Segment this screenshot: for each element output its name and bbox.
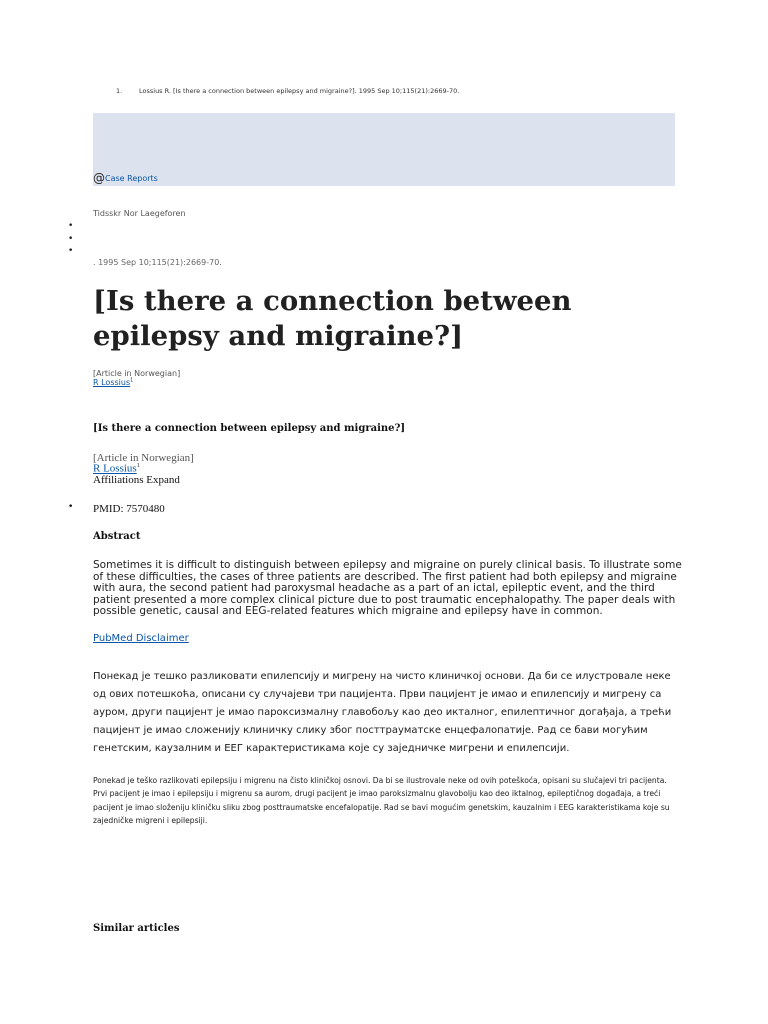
author-link[interactable]: R Lossius: [93, 378, 131, 387]
pubmed-disclaimer-link[interactable]: PubMed Disclaimer: [93, 633, 189, 644]
journal-name: Tidsskr Nor Laegeforen: [93, 209, 186, 218]
bullet-icon: •: [68, 233, 74, 244]
bullet-icon: •: [68, 502, 74, 512]
citation-line: [116, 87, 459, 95]
author-line: [93, 378, 133, 387]
at-icon: @: [93, 171, 105, 185]
affiliations-expand[interactable]: Affiliations Expand: [93, 474, 180, 486]
publication-type-banner: [93, 113, 675, 186]
bullet-list: [68, 220, 73, 258]
abstract-english: Sometimes it is difficult to distinguish between epilepsy and migraine on purely clinical basis. To illustrate some of these difficulties, the cases of three patients are described. The first patient had both epilepsy and migraine with aura, the second patient had paroxysmal headache as a part of an ictal, epileptic event, and the third patient presented a more complex clinical picture due to post traumatic encephalopathy. The paper deals with possible genetic, causal and EEG-related features which migraine and epilepsy have in common.: [93, 559, 682, 618]
author-line-secondary: [93, 462, 140, 475]
article-language-secondary: [Article in Norwegian]: [93, 452, 194, 464]
publication-date: . 1995 Sep 10;115(21):2669-70.: [93, 258, 222, 267]
publication-type-label[interactable]: [93, 171, 158, 185]
article-language: [Article in Norwegian]: [93, 369, 181, 378]
disclaimer: [93, 633, 189, 644]
pmid: PMID: 7570480: [93, 503, 165, 515]
bullet-icon: •: [68, 221, 74, 231]
abstract-serbian-latin: Ponekad je teško razlikovati epilepsiju i migrenu na čisto kliničkoj osnovi. Da bi se ilustrovale neke od ovih poteškoća, opisani su slučajevi tri pacijenta. Prvi pacijent je imao i epilepsiju i migrenu sa aurom, drugi pacijent je imao paroksizmalnu glavobolju kao deo iktalnog, epileptičnog događaja, a treći pacijent je imao složeniju kliničku sliku zbog posttraumatske encefalopatije. Rad se bavi mogućim genetskim, kauzalnim i EEG karakteristikama koje su zajedničke migreni i epilepsiji.: [93, 776, 670, 825]
affiliation-ref-secondary[interactable]: 1: [136, 462, 141, 469]
abstract-heading: Abstract: [93, 531, 141, 542]
article-title-secondary: [Is there a connection between epilepsy and migraine?]: [93, 423, 406, 434]
publication-type-link[interactable]: Case Reports: [105, 174, 158, 183]
page-title: [Is there a connection between epilepsy and migraine?]: [93, 285, 572, 352]
citation-text: Lossius R. [Is there a connection between epilepsy and migraine?]. 1995 Sep 10;115(21):2669-70.: [139, 87, 460, 95]
similar-articles-heading: Similar articles: [93, 923, 180, 934]
abstract-serbian-cyrillic: Понекад је тешко разликовати епилепсију и мигрену на чисто клиничкој основи. Да би се илустровале неке од ових потешкоћа, описани су случајеви три пацијента. Први пацијент је имао и епилепсију и мигрену са ауром, други пацијент је имао пароксизмалну главобољу као део икталног, епилептичног догађаја, а трећи пацијент је имао сложенију клиничку слику због посттрауматске енцефалопатије. Рад се бави могућим генетским, каузалним и ЕЕГ карактеристикама које су заједничке мигрени и епилепсији.: [93, 671, 672, 754]
affiliation-ref[interactable]: 1: [130, 378, 134, 384]
citation-number: 1.: [116, 87, 123, 95]
author-link-secondary[interactable]: R Lossius: [93, 462, 137, 475]
bullet-icon: •: [68, 246, 74, 256]
